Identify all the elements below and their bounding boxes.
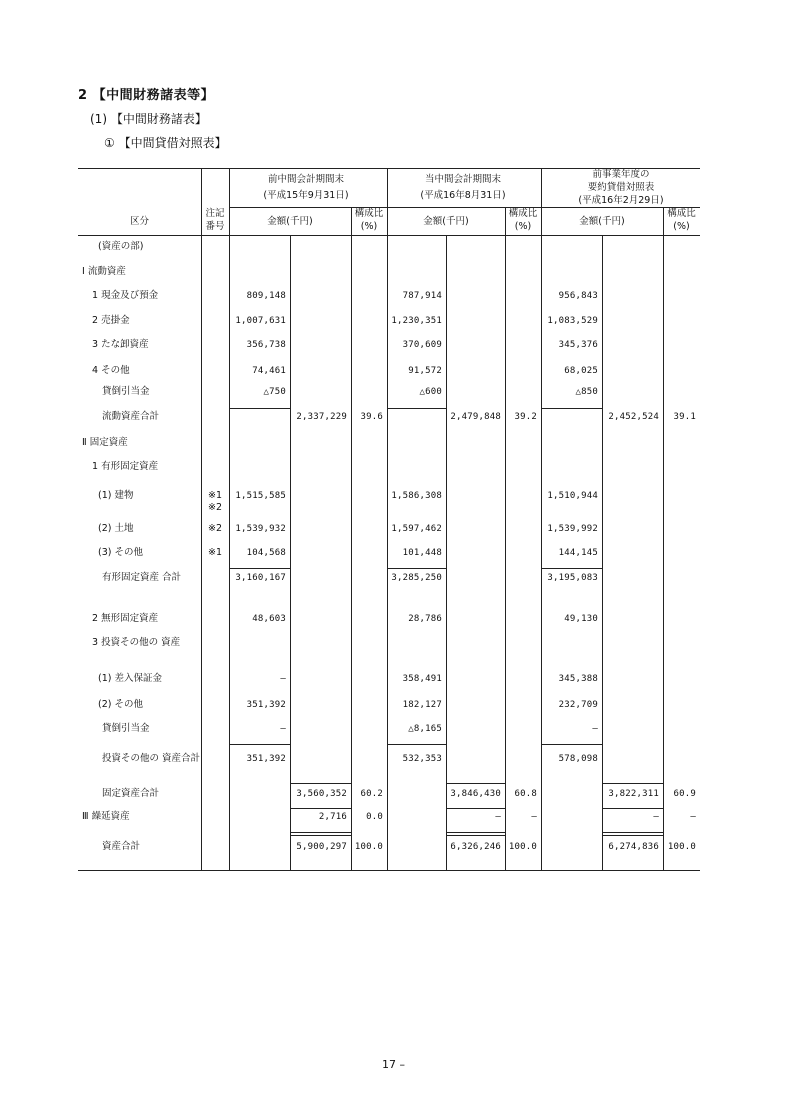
sum-underline — [602, 783, 663, 784]
cell-label: 投資その他の 資産合計 — [102, 753, 201, 764]
header-curr-period: 当中間会計期間末 — [424, 174, 501, 185]
cell-label: Ⅰ 流動資産 — [82, 266, 126, 277]
cell-label: (1) 建物 — [98, 490, 134, 501]
cell-p1: 1,007,631 — [235, 316, 286, 326]
header-prev-date: (平成15年9月31日) — [263, 190, 349, 201]
cell-p2: 5,900,297 — [296, 842, 347, 852]
cell-label: 4 その他 — [92, 365, 130, 376]
cell-y1: 1,510,944 — [547, 491, 598, 501]
table-bottom-border — [78, 870, 700, 871]
cell-label: (資産の部) — [98, 241, 144, 252]
header-note-2: 番号 — [205, 221, 225, 232]
cell-label: 固定資産合計 — [102, 788, 160, 799]
cell-p1: 3,160,167 — [235, 573, 286, 583]
cell-p1: 1,539,932 — [235, 524, 286, 534]
header-prev-year-1: 前事業年度の — [592, 169, 650, 180]
header-ratio-year-1: 構成比 — [667, 208, 696, 219]
cell-label: 1 有形固定資産 — [92, 461, 159, 472]
cell-label: (2) その他 — [98, 699, 143, 710]
section-heading: 2 【中間財務諸表等】 — [78, 88, 215, 103]
sum-underline — [229, 568, 290, 569]
cell-cr: 39.2 — [514, 412, 537, 422]
cell-p2: 2,337,229 — [296, 412, 347, 422]
cell-cr: — — [531, 812, 537, 822]
cell-y2: — — [653, 812, 659, 822]
cell-c1: 101,448 — [402, 548, 442, 558]
cell-label: 1 現金及び預金 — [92, 290, 159, 301]
sum-underline — [290, 835, 351, 836]
cell-c1: △600 — [419, 387, 442, 397]
cell-y1: 68,025 — [564, 366, 598, 376]
cell-c2: 6,326,246 — [450, 842, 501, 852]
cell-p1: 48,603 — [252, 614, 286, 624]
cell-p1: 809,148 — [246, 291, 286, 301]
header-divider — [229, 207, 700, 208]
balance-sheet-table — [78, 168, 700, 870]
cell-y1: 1,539,992 — [547, 524, 598, 534]
note-col-line — [201, 168, 202, 870]
cell-pr: 39.6 — [360, 412, 383, 422]
cell-c1: 3,285,250 — [391, 573, 442, 583]
sum-underline — [602, 808, 663, 809]
cell-c2: — — [495, 812, 501, 822]
cell-c2: 3,846,430 — [450, 789, 501, 799]
cell-label: 貸倒引当金 — [102, 723, 150, 734]
sum-underline — [602, 835, 663, 836]
cell-y1: 1,083,529 — [547, 316, 598, 326]
sum-underline — [387, 408, 446, 409]
cell-label: Ⅲ 繰延資産 — [82, 811, 130, 822]
cell-c1: 91,572 — [408, 366, 442, 376]
header-amount-prev: 金額(千円) — [267, 216, 313, 227]
cell-y1: 144,145 — [558, 548, 598, 558]
cell-c1: 182,127 — [402, 700, 442, 710]
cell-yr: 39.1 — [673, 412, 696, 422]
cell-c2: 2,479,848 — [450, 412, 501, 422]
cell-label: 流動資産合計 — [102, 411, 160, 422]
cell-label: (1) 差入保証金 — [98, 673, 162, 684]
cell-pr: 60.2 — [360, 789, 383, 799]
cell-note: ※1 ※2 — [207, 490, 222, 513]
cell-c1: 532,353 — [402, 754, 442, 764]
cell-p2: 2,716 — [318, 812, 347, 822]
cell-y1: 345,376 — [558, 340, 598, 350]
cell-c1: 1,597,462 — [391, 524, 442, 534]
cell-p2: 3,560,352 — [296, 789, 347, 799]
sum-underline — [290, 832, 351, 833]
sum-underline — [229, 408, 290, 409]
cell-c1: 28,786 — [408, 614, 442, 624]
subsection-heading: (1) 【中間財務諸表】 — [90, 112, 207, 126]
sum-underline — [446, 832, 505, 833]
cell-yr: 100.0 — [667, 842, 696, 852]
cell-label: 3 投資その他の 資産 — [92, 637, 181, 648]
header-prev-period: 前中間会計期間末 — [267, 174, 344, 185]
cell-note: ※1 — [207, 547, 222, 558]
header-ratio-year-2: (%) — [673, 221, 690, 232]
sum-underline — [541, 568, 602, 569]
cell-pr: 0.0 — [366, 812, 383, 822]
prev-amount-split — [290, 235, 291, 870]
header-note-1: 注記 — [205, 208, 225, 219]
cell-cr: 60.8 — [514, 789, 537, 799]
sum-underline — [229, 744, 290, 745]
cell-c1: 787,914 — [402, 291, 442, 301]
cell-y1: △850 — [575, 387, 598, 397]
cell-label: 2 無形固定資産 — [92, 613, 159, 624]
cell-y1: 232,709 — [558, 700, 598, 710]
cell-p1: △750 — [263, 387, 286, 397]
cell-y1: 578,098 — [558, 754, 598, 764]
table-title: ① 【中間貸借対照表】 — [104, 136, 227, 150]
cell-label: 有形固定資産 合計 — [102, 572, 182, 583]
sum-underline — [602, 832, 663, 833]
header-ratio-curr-2: (%) — [514, 221, 532, 232]
sum-underline — [446, 808, 505, 809]
cell-y1: — — [592, 724, 598, 734]
cell-pr: 100.0 — [354, 842, 383, 852]
cell-label: (2) 土地 — [98, 523, 134, 534]
sum-underline — [387, 744, 446, 745]
curr-ratio-line — [505, 207, 506, 870]
cell-label: 貸倒引当金 — [102, 386, 150, 397]
cell-yr: — — [690, 812, 696, 822]
cell-y1: 49,130 — [564, 614, 598, 624]
cell-y1: 956,843 — [558, 291, 598, 301]
header-curr-date: (平成16年8月31日) — [420, 190, 506, 201]
cell-yr: 60.9 — [673, 789, 696, 799]
cell-label: 資産合計 — [102, 841, 141, 852]
year-ratio-line — [663, 207, 664, 870]
cell-label: 2 売掛金 — [92, 315, 130, 326]
sum-underline — [446, 835, 505, 836]
page-number: 17 – — [382, 1058, 405, 1071]
sum-underline — [541, 744, 602, 745]
cell-note: ※2 — [207, 523, 222, 534]
cell-cr: 100.0 — [508, 842, 537, 852]
cell-p1: 104,568 — [246, 548, 286, 558]
cell-c1: 1,586,308 — [391, 491, 442, 501]
cell-y2: 2,452,524 — [608, 412, 659, 422]
cell-y2: 3,822,311 — [608, 789, 659, 799]
header-ratio-curr-1: 構成比 — [508, 208, 538, 219]
cell-label: (3) その他 — [98, 547, 143, 558]
sum-underline — [446, 783, 505, 784]
cell-c1: 1,230,351 — [391, 316, 442, 326]
cell-label: Ⅱ 固定資産 — [82, 437, 128, 448]
sum-underline — [541, 408, 602, 409]
cell-c1: 370,609 — [402, 340, 442, 350]
sum-underline — [387, 568, 446, 569]
sum-underline — [290, 808, 351, 809]
cell-p1: 356,738 — [246, 340, 286, 350]
cell-c1: △8,165 — [408, 724, 442, 734]
header-prev-year-2: 要約貸借対照表 — [587, 182, 655, 193]
cell-p1: 351,392 — [246, 700, 286, 710]
prev-ratio-line — [351, 207, 352, 870]
cell-y1: 345,388 — [558, 674, 598, 684]
cell-y2: 6,274,836 — [608, 842, 659, 852]
curr-amount-split — [446, 235, 447, 870]
cell-p1: 74,461 — [252, 366, 286, 376]
sum-underline — [290, 783, 351, 784]
year-amount-split — [602, 235, 603, 870]
header-category: 区分 — [129, 216, 149, 227]
cell-p1: 1,515,585 — [235, 491, 286, 501]
cell-y1: 3,195,083 — [547, 573, 598, 583]
table-top-border — [78, 168, 700, 169]
cell-label: 3 たな卸資産 — [92, 339, 149, 350]
header-bottom-border — [78, 235, 700, 236]
header-ratio-prev-1: 構成比 — [354, 208, 384, 219]
header-amount-curr: 金額(千円) — [423, 216, 469, 227]
header-ratio-prev-2: (%) — [360, 221, 378, 232]
cell-c1: 358,491 — [402, 674, 442, 684]
cell-p1: — — [280, 674, 286, 684]
cell-p1: — — [280, 724, 286, 734]
header-amount-year: 金額(千円) — [579, 216, 625, 227]
cell-p1: 351,392 — [246, 754, 286, 764]
header-prev-year-date: (平成16年2月29日) — [578, 195, 664, 206]
